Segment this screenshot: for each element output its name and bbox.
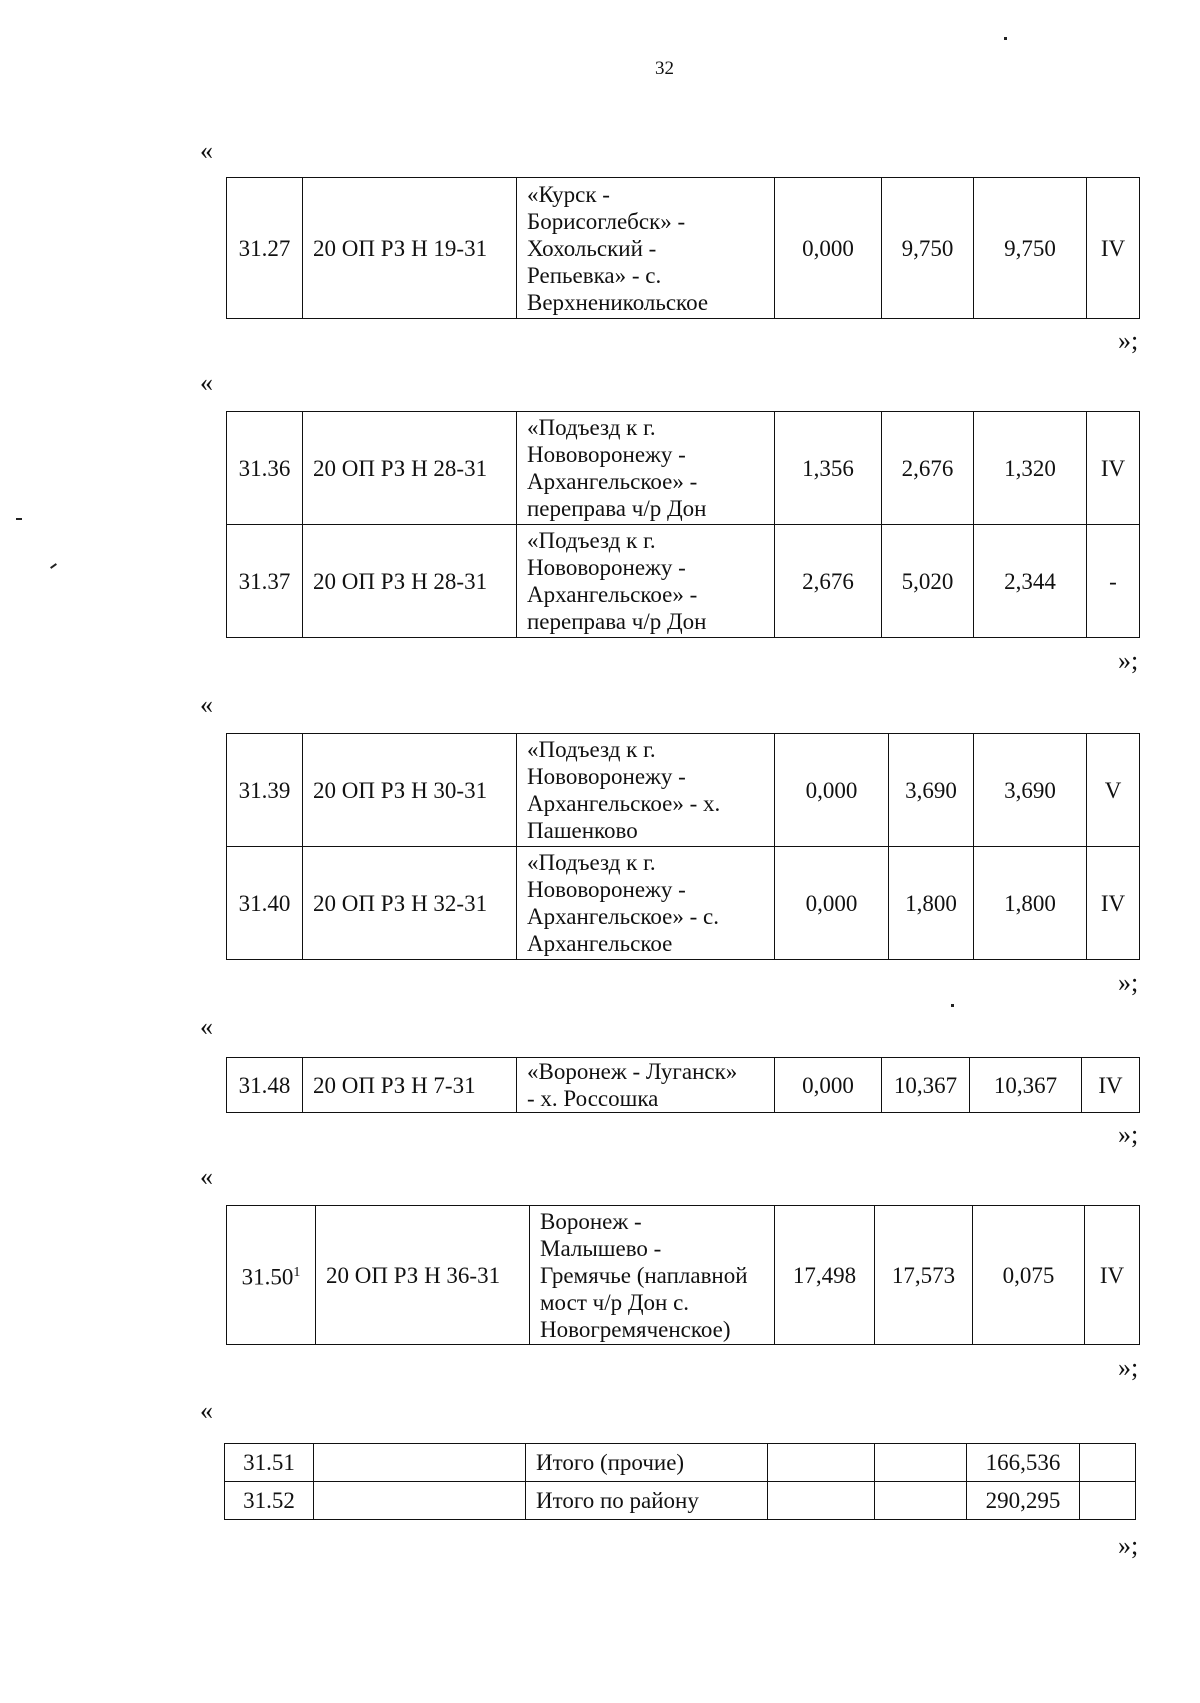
length-km: 3,690 (974, 734, 1087, 847)
road-name: «Курск - Борисоглебск» - Хохольский - Репьевка» - с. Верхненикольское (517, 178, 775, 319)
road-category (1080, 1482, 1136, 1520)
opening-quote: « (200, 368, 213, 397)
road-code (314, 1482, 526, 1520)
length-km: 1,800 (974, 847, 1087, 960)
road-name: «Воронеж - Луганск» - х. Россошка (517, 1058, 775, 1113)
km-start: 1,356 (775, 412, 882, 525)
table-row (227, 734, 1140, 847)
row-number (227, 1206, 316, 1345)
road-table (226, 1205, 1140, 1345)
km-start (768, 1482, 875, 1520)
road-category (1080, 1444, 1136, 1482)
row-number: 31.40 (227, 847, 303, 960)
length-km: 9,750 (974, 178, 1087, 319)
row-number-superscript: 1 (293, 1265, 301, 1281)
km-end (875, 1482, 967, 1520)
km-start: 0,000 (775, 178, 882, 319)
km-end: 2,676 (882, 412, 974, 525)
row-number: 31.39 (227, 734, 303, 847)
opening-quote: « (200, 1396, 213, 1425)
road-category: IV (1085, 1206, 1140, 1345)
length-km: 290,295 (967, 1482, 1080, 1520)
road-code: 20 ОП РЗ Н 19-31 (303, 178, 517, 319)
km-start: 0,000 (775, 1058, 882, 1113)
totals-table (224, 1443, 1136, 1520)
km-start: 2,676 (775, 525, 882, 638)
road-category: IV (1082, 1058, 1140, 1113)
km-end (875, 1444, 967, 1482)
table-row (227, 847, 1140, 960)
scan-speck (50, 563, 57, 569)
road-code (314, 1444, 526, 1482)
road-code: 20 ОП РЗ Н 28-31 (303, 525, 517, 638)
closing-quote: »; (1118, 1353, 1139, 1382)
table-row (227, 412, 1140, 525)
closing-quote: »; (1118, 326, 1139, 355)
km-start: 0,000 (775, 734, 889, 847)
closing-quote: »; (1118, 1531, 1139, 1560)
road-name: Итого (прочие) (526, 1444, 768, 1482)
scan-speck (1004, 37, 1007, 40)
table-row (227, 525, 1140, 638)
km-end: 10,367 (882, 1058, 970, 1113)
road-name: «Подъезд к г. Нововоронежу - Архангельское» - с. Архангельское (517, 847, 775, 960)
table-row (227, 1206, 1140, 1345)
road-table (226, 177, 1140, 319)
closing-quote: »; (1118, 646, 1139, 675)
road-category: IV (1087, 178, 1140, 319)
page-number: 32 (655, 58, 674, 79)
road-name: «Подъезд к г. Нововоронежу - Архангельское» - переправа ч/р Дон (517, 412, 775, 525)
length-km: 166,536 (967, 1444, 1080, 1482)
row-number: 31.27 (227, 178, 303, 319)
row-number-text: 31.50 (241, 1264, 294, 1290)
road-category: - (1087, 525, 1140, 638)
table-row (225, 1444, 1136, 1482)
row-number: 31.48 (227, 1058, 303, 1113)
km-end: 3,690 (889, 734, 974, 847)
road-name: «Подъезд к г. Нововоронежу - Архангельское» - х. Пашенково (517, 734, 775, 847)
road-code: 20 ОП РЗ Н 28-31 (303, 412, 517, 525)
row-number: 31.36 (227, 412, 303, 525)
road-table (226, 733, 1140, 960)
road-category: IV (1087, 412, 1140, 525)
km-end: 9,750 (882, 178, 974, 319)
closing-quote: »; (1118, 968, 1139, 997)
km-end: 17,573 (875, 1206, 973, 1345)
km-start (768, 1444, 875, 1482)
length-km: 1,320 (974, 412, 1087, 525)
km-start: 17,498 (775, 1206, 875, 1345)
row-number: 31.52 (225, 1482, 314, 1520)
km-end: 5,020 (882, 525, 974, 638)
opening-quote: « (200, 690, 213, 719)
scan-speck (16, 518, 22, 520)
road-name: Итого по району (526, 1482, 768, 1520)
length-km: 2,344 (974, 525, 1087, 638)
km-end: 1,800 (889, 847, 974, 960)
road-code: 20 ОП РЗ Н 7-31 (303, 1058, 517, 1113)
length-km: 0,075 (973, 1206, 1085, 1345)
scan-speck (951, 1004, 954, 1007)
opening-quote: « (200, 1012, 213, 1041)
closing-quote: »; (1118, 1120, 1139, 1149)
road-code: 20 ОП РЗ Н 32-31 (303, 847, 517, 960)
road-name: Воронеж - Малышево - Гремячье (наплавной мост ч/р Дон с. Новогремяченское) (530, 1206, 775, 1345)
road-code: 20 ОП РЗ Н 36-31 (316, 1206, 530, 1345)
table-row (227, 1058, 1140, 1113)
table-row (227, 178, 1140, 319)
road-table (226, 1057, 1140, 1113)
road-table (226, 411, 1140, 638)
row-number: 31.51 (225, 1444, 314, 1482)
length-km: 10,367 (970, 1058, 1082, 1113)
road-category: IV (1087, 847, 1140, 960)
road-code: 20 ОП РЗ Н 30-31 (303, 734, 517, 847)
table-row (225, 1482, 1136, 1520)
km-start: 0,000 (775, 847, 889, 960)
road-category: V (1087, 734, 1140, 847)
road-name: «Подъезд к г. Нововоронежу - Архангельское» - переправа ч/р Дон (517, 525, 775, 638)
opening-quote: « (200, 136, 213, 165)
opening-quote: « (200, 1162, 213, 1191)
row-number: 31.37 (227, 525, 303, 638)
